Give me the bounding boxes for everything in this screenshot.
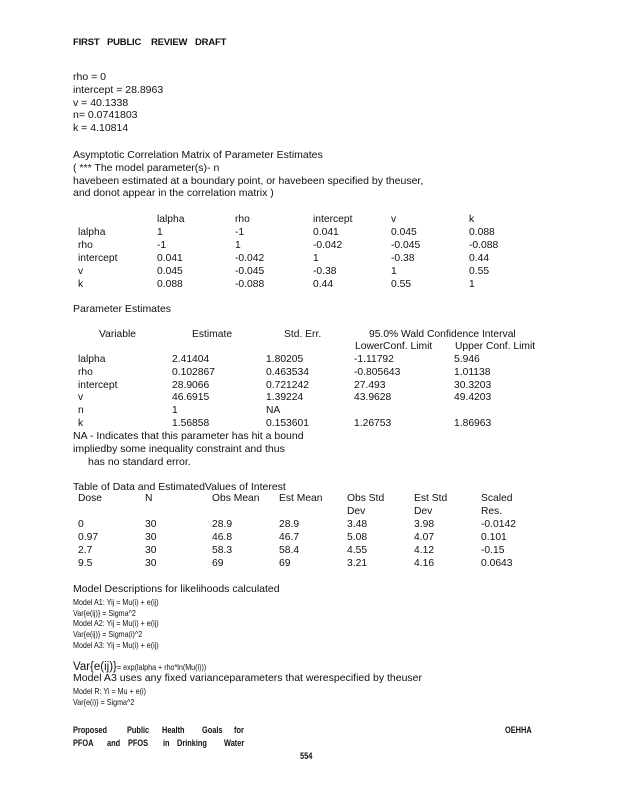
table-cell: 0.088 — [469, 227, 495, 238]
column-header: Obs Mean — [212, 493, 260, 504]
table-cell: -0.045 — [391, 240, 421, 251]
table-cell: 1 — [157, 227, 163, 238]
table-cell: 3.48 — [347, 519, 368, 530]
column-header: Obs Std — [347, 493, 385, 504]
model-line: Model A1: Yij = Mu(i) + e(ij) — [73, 597, 159, 607]
table-cell: 4.55 — [347, 545, 368, 556]
table-cell: 9.5 — [78, 558, 93, 569]
header-word: FIRST — [73, 37, 100, 48]
table-cell: 5.08 — [347, 532, 368, 543]
table-cell: 4.12 — [414, 545, 435, 556]
table-cell: -0.15 — [481, 545, 505, 556]
table-cell: 0 — [78, 519, 84, 530]
model-line: Var{e(ij)} = Sigma(i)^2 — [73, 629, 143, 640]
param-line: n= 0.0741803 — [73, 109, 138, 122]
column-header: Dev — [414, 506, 433, 517]
note-line: impliedby some inequality constraint and thus — [73, 442, 285, 455]
model-note: Model A3 uses any fixed varianceparameters that werespecified by theuser — [73, 672, 423, 684]
row-label: lalpha — [78, 354, 106, 365]
table-cell: 4.07 — [414, 532, 435, 543]
column-header: Res. — [481, 506, 503, 517]
correlation-notes — [73, 149, 423, 200]
column-header: LowerConf. Limit — [355, 341, 433, 352]
row-label: k — [78, 279, 84, 290]
footer-word: and — [107, 738, 121, 748]
table-cell: -1 — [235, 227, 245, 238]
column-header: N — [145, 493, 153, 504]
table-cell: 2.41404 — [172, 354, 210, 365]
table-cell: 0.0643 — [481, 558, 513, 569]
table-cell: 69 — [279, 558, 291, 569]
table-cell: 1 — [391, 266, 397, 277]
footer-word: Drinking — [177, 738, 207, 748]
footer-agency: OEHHA — [505, 725, 532, 735]
note-line: has no standard error. — [88, 455, 191, 468]
table-cell: 1.26753 — [354, 418, 392, 429]
section-title: Model Descriptions for likelihoods calculated — [73, 583, 280, 595]
footer-word: PFOS — [128, 738, 149, 748]
table-cell: 4.16 — [414, 558, 435, 569]
table-cell: -1.11792 — [354, 354, 394, 365]
table-cell: 30 — [145, 558, 157, 569]
footer-word: for — [234, 725, 244, 735]
table-cell: 0.101 — [481, 532, 507, 543]
column-header: Est Mean — [279, 493, 323, 504]
table-cell: 1.56858 — [172, 418, 210, 429]
note-line: ( *** The model parameter(s)- n — [73, 161, 220, 174]
table-cell: 1 — [235, 240, 241, 251]
note-line: havebeen estimated at a boundary point, or havebeen specified by theuser, — [73, 174, 424, 187]
model-lines — [73, 597, 159, 651]
table-cell: 30 — [145, 519, 157, 530]
table-cell: 49.4203 — [454, 392, 492, 403]
footer-word: Proposed — [73, 725, 108, 735]
table-cell: 58.4 — [279, 545, 300, 556]
column-header: Scaled — [481, 493, 513, 504]
table-cell: 3.21 — [347, 558, 368, 569]
column-header: lalpha — [157, 214, 185, 225]
model-line: Model A3: Yij = Mu(i) + e(ij) — [73, 639, 159, 650]
table-cell: 1.39224 — [266, 392, 304, 403]
column-header: Std. Err. — [284, 329, 322, 340]
table-cell: 0.44 — [469, 253, 490, 264]
table-cell: -0.088 — [469, 240, 499, 251]
column-header: rho — [235, 214, 250, 225]
column-header: Dev — [347, 506, 366, 517]
footer-word: in — [163, 738, 170, 748]
row-label: intercept — [78, 253, 118, 264]
row-label: k — [78, 418, 84, 429]
column-header: v — [391, 214, 397, 225]
note-line: and donot appear in the correlation matrix ) — [73, 187, 274, 200]
table-cell: -0.042 — [313, 240, 343, 251]
table-cell: 0.041 — [313, 227, 339, 238]
column-header: intercept — [313, 214, 353, 225]
table-cell: 28.9 — [279, 519, 300, 530]
table-cell: 0.44 — [313, 279, 334, 290]
param-line: intercept = 28.8963 — [73, 83, 164, 96]
header-word: REVIEW — [151, 37, 188, 48]
param-line: v = 40.1338 — [73, 96, 129, 109]
table-cell: 2.7 — [78, 545, 93, 556]
table-cell: -0.045 — [235, 266, 265, 277]
footer-word: Public — [127, 725, 150, 735]
section-title: Asymptotic Correlation Matrix of Parameter Estimates — [73, 149, 323, 161]
row-label: rho — [78, 240, 93, 251]
table-cell: 0.041 — [157, 253, 183, 264]
table-cell: -0.805643 — [354, 367, 401, 378]
column-header: Est Std — [414, 493, 448, 504]
na-note — [73, 430, 304, 468]
row-label: v — [78, 392, 84, 403]
table-cell: 30 — [145, 532, 157, 543]
footer-word: Goals — [202, 725, 223, 735]
table-cell: 0.153601 — [266, 418, 309, 429]
table-cell: -1 — [157, 240, 167, 251]
table-cell: 1 — [469, 279, 475, 290]
model-line: Model A2: Yij = Mu(i) + e(ij) — [73, 618, 159, 629]
table-cell: 46.7 — [279, 532, 300, 543]
table-cell: -0.38 — [391, 253, 415, 264]
table-cell: 0.045 — [157, 266, 183, 277]
row-label: lalpha — [78, 227, 106, 238]
table-cell: 0.045 — [391, 227, 417, 238]
page-number: 554 — [300, 751, 313, 761]
table-cell: -0.088 — [235, 279, 265, 290]
column-header: k — [469, 214, 475, 225]
footer-word: Water — [224, 738, 245, 748]
table-cell: 0.97 — [78, 532, 99, 543]
column-header: Variable — [99, 329, 137, 340]
table-cell: 0.102867 — [172, 367, 215, 378]
model-line: Var{e(i)} = Sigma^2 — [73, 696, 135, 707]
table-cell: 69 — [212, 558, 224, 569]
row-label: intercept — [78, 380, 118, 391]
table-cell: 43.9628 — [354, 392, 392, 403]
column-header: Upper Conf. Limit — [455, 341, 536, 352]
table-cell: NA — [266, 405, 281, 416]
row-label: n — [78, 405, 84, 416]
table-cell: 0.463534 — [266, 367, 309, 378]
table-cell: 0.721242 — [266, 380, 309, 391]
model-lines — [73, 686, 146, 707]
table-cell: 1 — [172, 405, 178, 416]
table-cell: 1.86963 — [454, 418, 492, 429]
header-word: PUBLIC — [107, 37, 142, 48]
section-title: Table of Data and EstimatedValues of Interest — [73, 481, 286, 493]
row-label: rho — [78, 367, 93, 378]
model-line: Model R: Yi = Mu + e(i) — [73, 686, 146, 696]
table-cell: 46.6915 — [172, 392, 210, 403]
note-line: NA - Indicates that this parameter has hit a bound — [73, 430, 304, 442]
model-line: = exp(lalpha + rho*ln(Mu(i))) — [116, 662, 207, 672]
table-cell: 0.55 — [469, 266, 490, 277]
initial-params — [73, 71, 163, 135]
table-cell: 28.9066 — [172, 380, 210, 391]
model-line: Var{e(ij)} — [73, 661, 117, 673]
section-title: Parameter Estimates — [73, 303, 172, 315]
header-word: DRAFT — [195, 37, 227, 48]
table-cell: -0.38 — [313, 266, 337, 277]
column-header: Estimate — [192, 329, 233, 340]
table-cell: 5.946 — [454, 354, 480, 365]
table-cell: 1.01138 — [454, 367, 491, 378]
param-line: rho = 0 — [73, 71, 106, 83]
column-header: Dose — [78, 493, 103, 504]
table-cell: 0.088 — [157, 279, 183, 290]
table-cell: 1 — [313, 253, 319, 264]
footer-word: PFOA — [73, 738, 94, 748]
table-cell: 3.98 — [414, 519, 435, 530]
table-cell: 0.55 — [391, 279, 412, 290]
table-cell: 27.493 — [354, 380, 386, 391]
table-cell: -0.042 — [235, 253, 265, 264]
model-line: Var{e(ij)} = Sigma^2 — [73, 607, 136, 618]
footer-word: Health — [162, 725, 185, 735]
table-cell: 1.80205 — [266, 354, 304, 365]
table-cell: 46.8 — [212, 532, 233, 543]
table-cell: 58.3 — [212, 545, 233, 556]
row-label: v — [78, 266, 84, 277]
table-cell: 30.3203 — [454, 380, 492, 391]
table-cell: 28.9 — [212, 519, 233, 530]
param-line: k = 4.10814 — [73, 122, 129, 135]
table-cell: 30 — [145, 545, 157, 556]
table-cell: -0.0142 — [481, 519, 516, 530]
column-header: 95.0% Wald Confidence Interval — [369, 329, 516, 340]
